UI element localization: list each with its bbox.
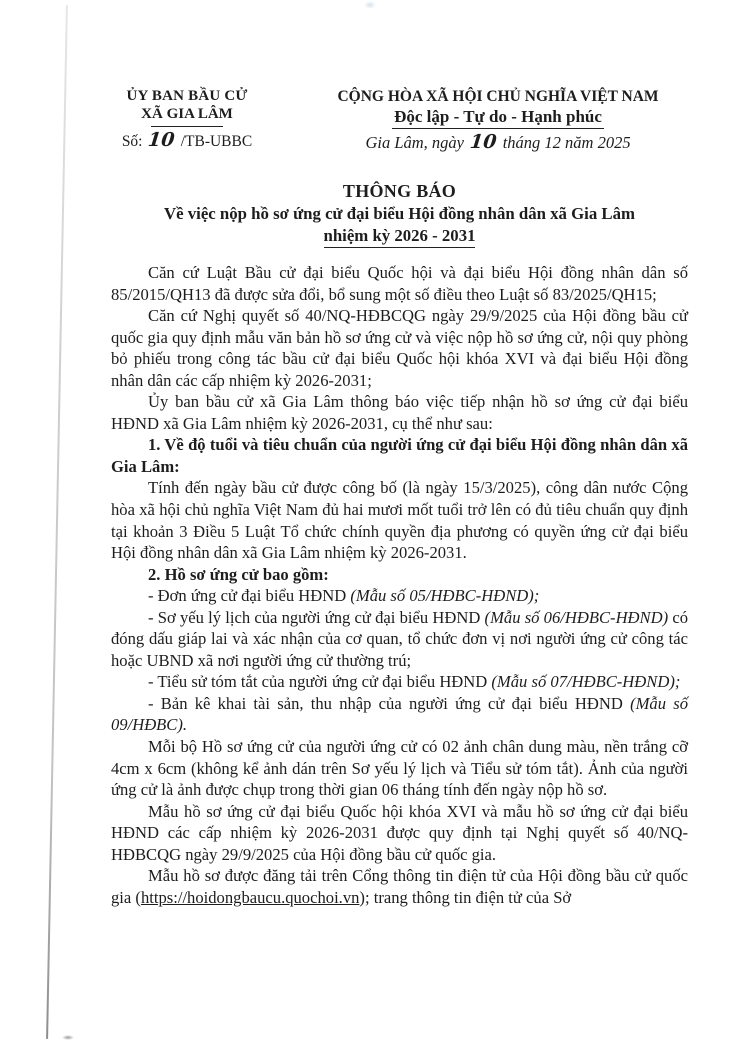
doc-term-line — [111, 226, 688, 248]
text-run: ); trang thông tin điện tử của Sở — [359, 887, 572, 907]
text-run: Mỗi bộ Hồ sơ ứng cử của người ứng cử có 02 ảnh chân dung màu, nền trắng cỡ 4cm x 6cm (không kể ảnh dán trên Sơ yếu lý lịch và Tiểu sử tóm tắt). Ảnh của người ứng cử là ảnh được chụp trong thời gian 06 tháng tính đến ngày nộp hồ sơ. — [111, 737, 688, 800]
paragraph-legal-basis-1 — [111, 262, 688, 305]
text-run: có đóng dấu giáp lai và xác nhận của cơ quan, tổ chức đơn vị nơi người ứng cử công tác hoặc UBND xã nơi người ứng cử thường trú; — [111, 607, 688, 670]
scan-edge-smudge — [62, 1035, 74, 1040]
date-prefix: Gia Lâm, ngày — [365, 133, 464, 152]
text-run: Căn cứ Nghị quyết số 40/NQ-HĐBCQG ngày 29/9/2025 của Hội đồng bầu cử quốc gia quy định mẫu văn bản hồ sơ ứng cử và việc nộp hồ sơ ứng cử, nội quy phòng bỏ phiếu trong công tác bầu cử đại biểu Quốc hội khóa XVI và đại biểu Hội đồng nhân dân các cấp nhiệm kỳ 2026-2031; — [111, 306, 688, 390]
text-run: Ủy ban bầu cử xã Gia Lâm thông báo việc tiếp nhận hồ sơ ứng cử đại biểu HĐND xã Gia Lâm nhiệm kỳ 2026-2031, cụ thể như sau: — [111, 392, 688, 433]
text-run: (Mẫu số 06/HĐBC-HĐND) — [484, 607, 669, 627]
paragraph-form-templates — [111, 801, 688, 866]
text-run: (Mẫu số 07/HĐBC-HĐND); — [491, 672, 681, 692]
place-date-line — [326, 133, 670, 153]
national-header-block — [326, 88, 670, 153]
text-run: - Tiểu sử tóm tắt của người ứng cử đại biểu HĐND — [148, 672, 492, 692]
date-day-handwritten: 10 — [469, 131, 498, 153]
doc-subject-line: Về việc nộp hồ sơ ứng cử đại biểu Hội đồng nhân dân xã Gia Lâm — [164, 204, 635, 223]
country-name: CỘNG HÒA XÃ HỘI CHỦ NGHĨA VIỆT NAM — [337, 88, 659, 105]
date-suffix: tháng 12 năm 2025 — [502, 133, 631, 152]
document-body — [111, 262, 688, 908]
text-run: - Bản kê khai tài sản, thu nhập của người ứng cử đại biểu HĐND — [148, 693, 631, 713]
portal-url: https://hoidongbaucu.quochoi.vn — [140, 887, 360, 907]
text-run: 1. Về độ tuổi và tiêu chuẩn của người ứng cử đại biểu Hội đồng nhân dân xã Gia Lâm: — [111, 435, 688, 476]
authority-underline — [151, 126, 223, 127]
scan-speck — [364, 1, 376, 9]
dossier-item-cv — [111, 607, 688, 672]
paragraph-announcement-intro — [111, 391, 688, 434]
text-run: 2. Hồ sơ ứng cử bao gồm: — [148, 564, 329, 584]
text-run: Mẫu hồ sơ được đăng tải trên Cổng thông tin điện tử của Hội đồng bầu cử quốc gia ( — [111, 866, 688, 907]
dossier-item-biography — [111, 671, 688, 693]
paragraph-download-portal — [111, 865, 688, 908]
issuing-authority-block — [103, 88, 271, 151]
doc-type-title: THÔNG BÁO — [342, 181, 457, 201]
authority-name-line2: XÃ GIA LÂM — [141, 106, 233, 122]
paragraph-photos-requirement — [111, 736, 688, 801]
dossier-item-assets — [111, 693, 688, 736]
document-number-line — [103, 131, 271, 151]
document-number-suffix: /TB-UBBC — [180, 133, 253, 150]
text-run: - Đơn ứng cử đại biểu HĐND — [148, 586, 351, 606]
paragraph-legal-basis-2 — [111, 305, 688, 391]
text-run: - Sơ yếu lý lịch của người ứng cử đại biểu HĐND — [148, 607, 485, 627]
text-run: Tính đến ngày bầu cử được công bố (là ngày 15/3/2025), công dân nước Cộng hòa xã hội chủ nghĩa Việt Nam đủ hai mươi mốt tuổi trở lên có đủ tiêu chuẩn quy định tại khoản 3 Điều 5 Luật Tổ chức chính quyền địa phương có quyền ứng cử đại biểu Hội đồng nhân dân xã Gia Lâm nhiệm kỳ 2026-2031. — [111, 478, 688, 563]
doc-term-underlined: nhiệm kỳ 2026 - 2031 — [324, 226, 476, 248]
text-run: Mẫu hồ sơ ứng cử đại biểu Quốc hội khóa XVI và mẫu hồ sơ ứng cử đại biểu HĐND các cấp nhiệm kỳ 2026-2031 được quy định tại Nghị quyết số 40/NQ-HĐBCQG ngày 29/9/2025 của Hội đồng bầu cử quốc gia. — [111, 801, 688, 864]
authority-name-line1: ỦY BAN BẦU CỬ — [126, 88, 248, 104]
scan-edge-line — [46, 5, 67, 1039]
text-run: Căn cứ Luật Bầu cử đại biểu Quốc hội và đại biểu Hội đồng nhân dân số 85/2015/QH13 đã được sửa đổi, bổ sung một số điều theo Luật số 83/2025/QH15; — [111, 263, 688, 304]
text-run: (Mẫu số 05/HĐBC-HĐND); — [350, 586, 540, 606]
document-number-label: Số: — [121, 133, 143, 150]
national-motto: Độc lập - Tự do - Hạnh phúc — [392, 107, 604, 129]
paragraph-age-criteria — [111, 477, 688, 563]
section-2-heading — [111, 564, 688, 586]
text-run: (Mẫu số 09/HĐBC). — [111, 693, 688, 735]
dossier-item-application — [111, 585, 688, 607]
document-title-block — [111, 181, 688, 248]
section-1-heading — [111, 434, 688, 477]
document-number-handwritten: 10 — [147, 129, 177, 151]
